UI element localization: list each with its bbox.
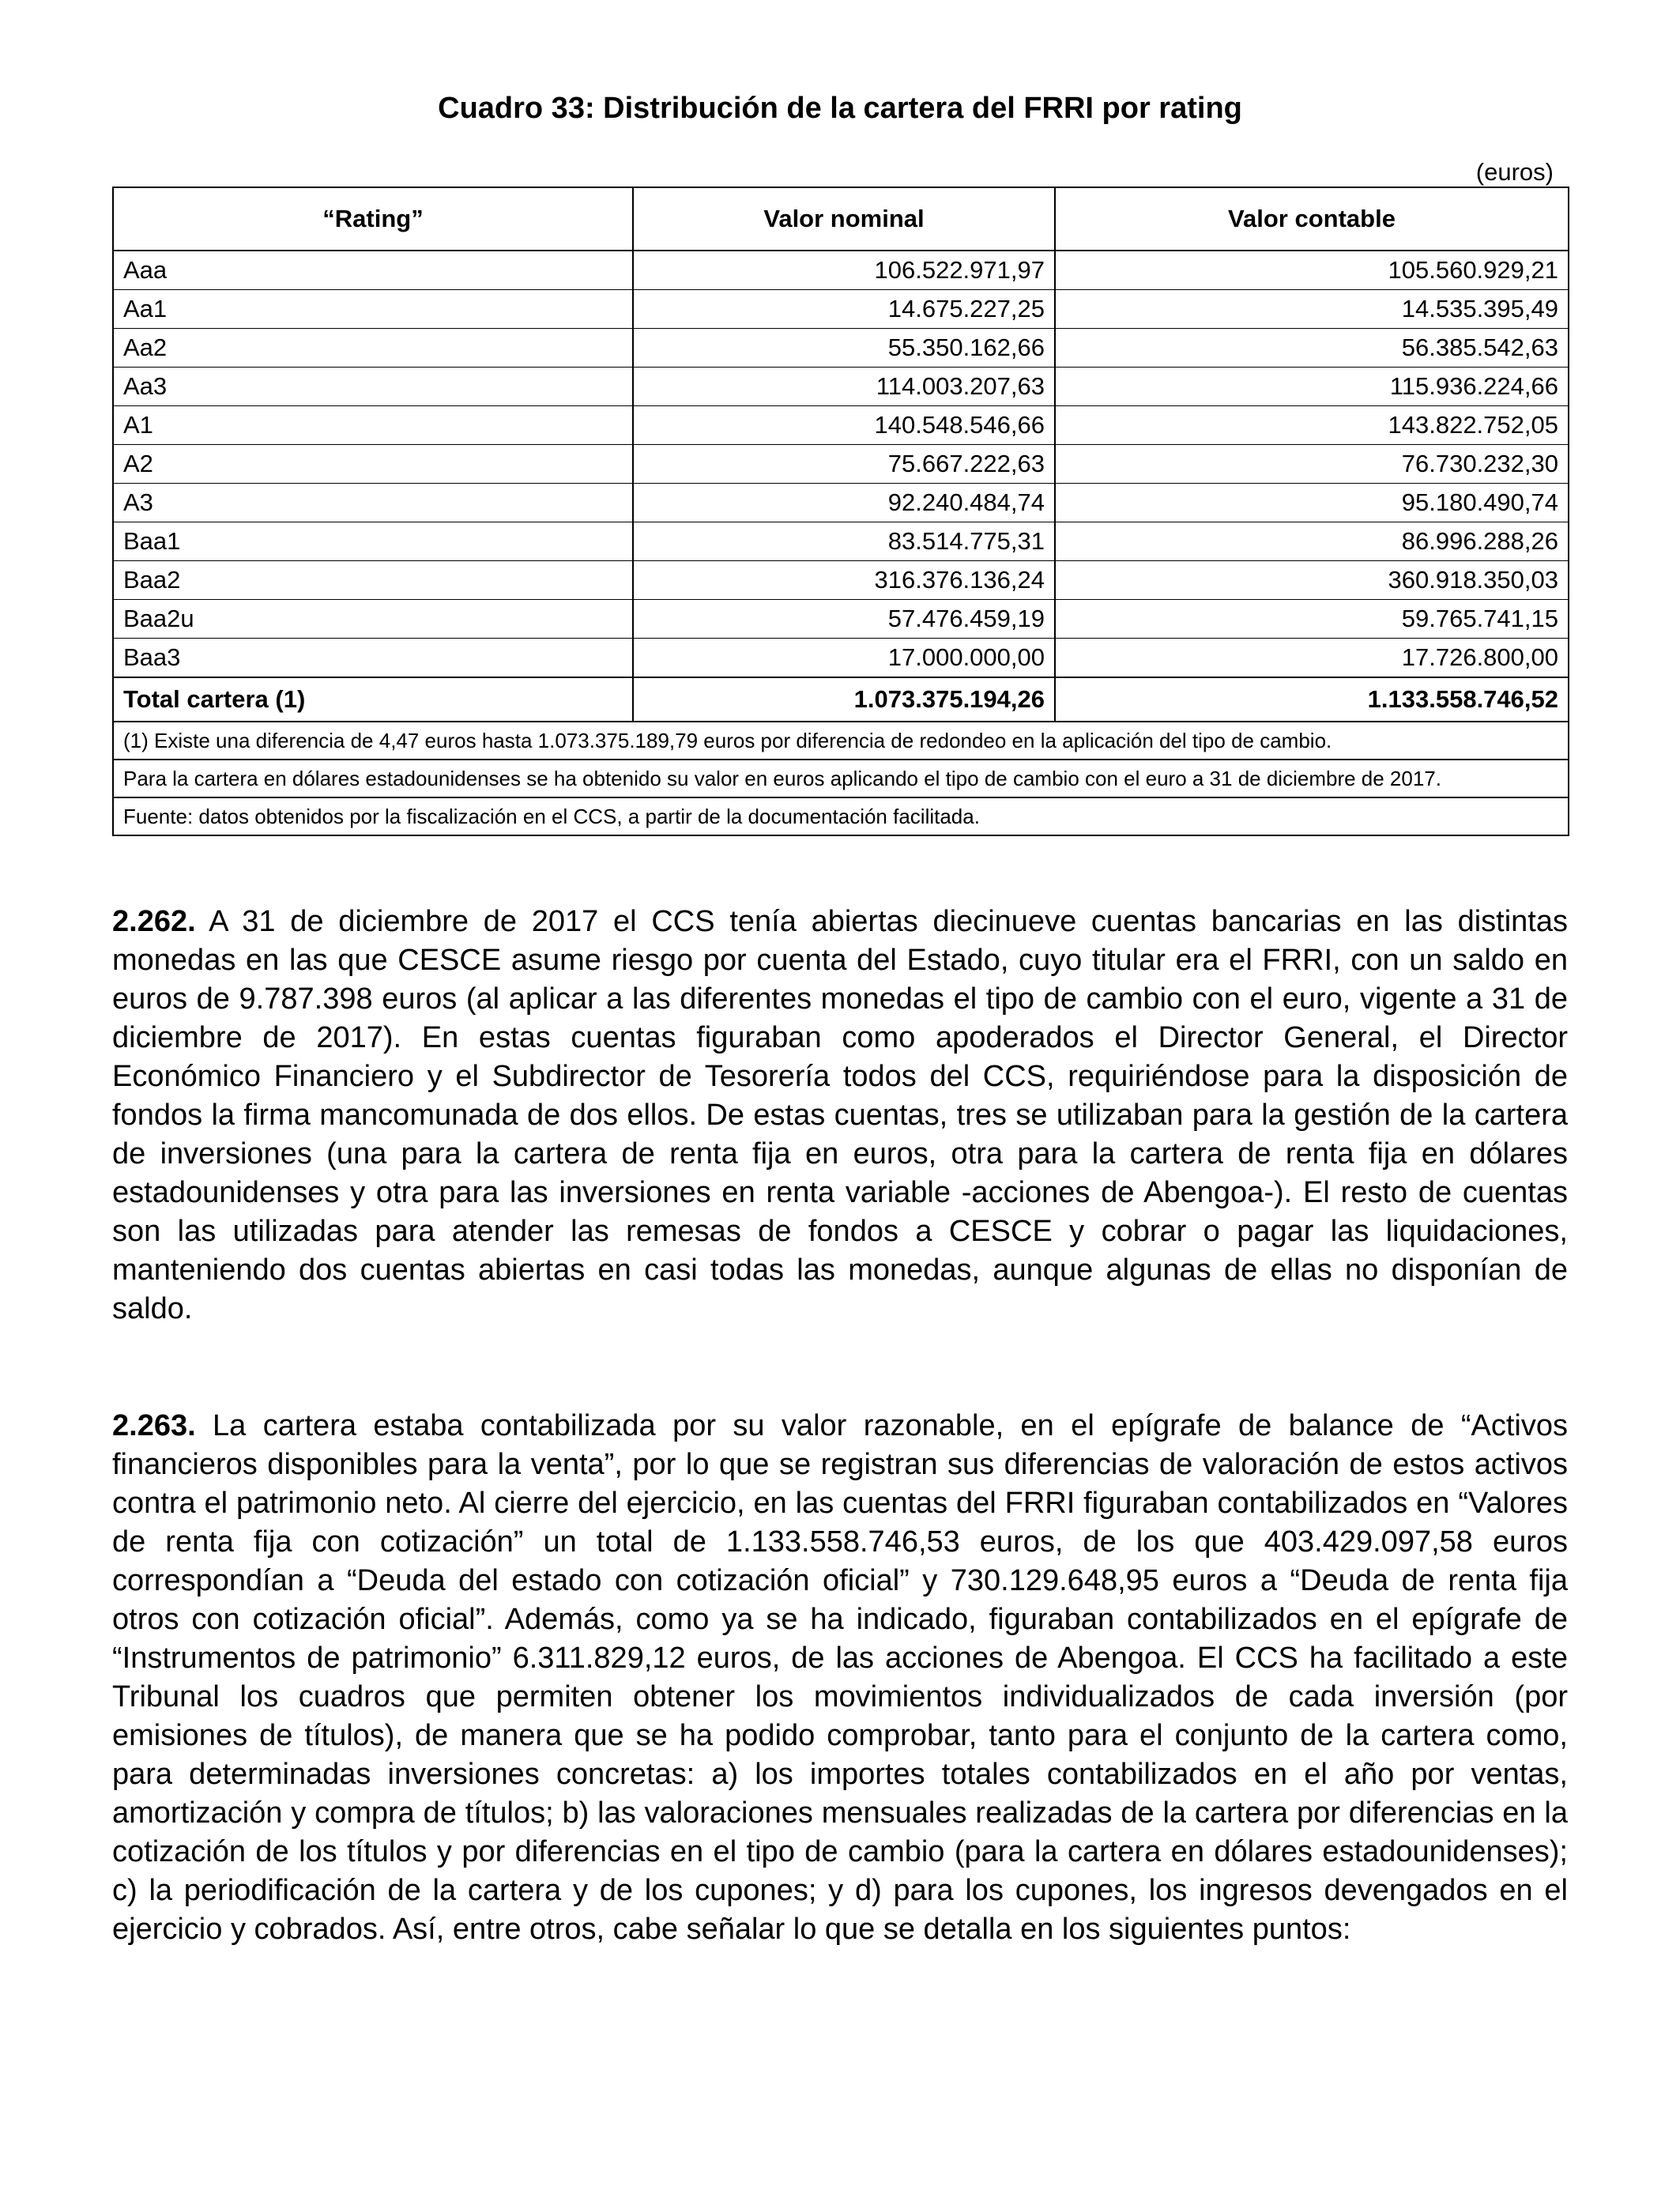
table-row: [113, 445, 1569, 484]
cell-contable: 360.918.350,03: [1055, 561, 1569, 600]
cell-nominal: 106.522.971,97: [633, 251, 1055, 290]
table-note-row: [113, 760, 1569, 797]
table-note-exchange: Para la cartera en dólares estadounidenses se ha obtenido su valor en euros aplicando el tipo de cambio con el euro a 31 de diciembre de 2017.: [113, 760, 1569, 797]
cell-nominal: 14.675.227,25: [633, 290, 1055, 329]
table-note-rounding: (1) Existe una diferencia de 4,47 euros hasta 1.073.375.189,79 euros por diferencia de redondeo en la aplicación del tipo de cambio.: [113, 722, 1569, 760]
total-nominal: 1.073.375.194,26: [633, 677, 1055, 722]
cell-contable: 95.180.490,74: [1055, 484, 1569, 522]
cell-nominal: 92.240.484,74: [633, 484, 1055, 522]
cell-nominal: 83.514.775,31: [633, 522, 1055, 561]
cell-contable: 105.560.929,21: [1055, 251, 1569, 290]
cell-rating: Aa1: [113, 290, 633, 329]
cell-rating: Baa1: [113, 522, 633, 561]
cell-rating: Aa3: [113, 368, 633, 406]
cell-nominal: 75.667.222,63: [633, 445, 1055, 484]
table-units: (euros): [1475, 158, 1554, 186]
cell-rating: A3: [113, 484, 633, 522]
cell-contable: 86.996.288,26: [1055, 522, 1569, 561]
paragraph-text: La cartera estaba contabilizada por su valor razonable, en el epígrafe de balance de “Activos financieros disponibles para la venta”, por lo que se registran sus diferencias de valoración de estos activos contra el patrimonio neto. Al cierre del ejercicio, en las cuentas del FRRI figuraban contabilizados en “Valores de renta fija con cotización” un total de 1.133.558.746,53 euros, de los que 403.429.097,58 euros correspondían a “Deuda del estado con cotización oficial” y 730.129.648,95 euros a “Deuda de renta fija otros con cotización oficial”. Además, como ya se ha indicado, figuraban contabilizados en el epígrafe de “Instrumentos de patrimonio” 6.311.829,12 euros, de las acciones de Abengoa. El CCS ha facilitado a este Tribunal los cuadros que permiten obtener los movimientos individualizados de cada inversión (por emisiones de títulos), de manera que se ha podido comprobar, tanto para el conjunto de la cartera como, para determinadas inversiones concretas: a) los importes totales contabilizados en el año por ventas, amortización y compra de títulos; b) las valoraciones mensuales realizadas de la cartera por diferencias en la cotización de los títulos y por diferencias en el tipo de cambio (para la cartera en dólares estadounidenses); c) la periodificación de la cartera y de los cupones; y d) para los cupones, los ingresos devengados en el ejercicio y cobrados. Así, entre otros, cabe señalar lo que se detalla en los siguientes puntos:: [112, 1409, 1568, 1946]
header-valor-contable: Valor contable: [1055, 187, 1569, 251]
cell-nominal: 316.376.136,24: [633, 561, 1055, 600]
cell-rating: A2: [113, 445, 633, 484]
table-row: [113, 561, 1569, 600]
cell-contable: 56.385.542,63: [1055, 329, 1569, 368]
total-label: Total cartera (1): [113, 677, 633, 722]
table-row: [113, 368, 1569, 406]
header-rating: “Rating”: [113, 187, 633, 251]
paragraph-2262: [112, 903, 1568, 1329]
table-header-row: [113, 187, 1569, 251]
table-row: [113, 329, 1569, 368]
table-row: [113, 600, 1569, 639]
cell-rating: Aaa: [113, 251, 633, 290]
cell-nominal: 140.548.546,66: [633, 406, 1055, 445]
cell-rating: Baa3: [113, 639, 633, 678]
table-total-row: [113, 677, 1569, 722]
table-row: [113, 290, 1569, 329]
cell-rating: Aa2: [113, 329, 633, 368]
cell-contable: 115.936.224,66: [1055, 368, 1569, 406]
table-title: Cuadro 33: Distribución de la cartera del FRRI por rating: [438, 92, 1242, 125]
paragraph-number: 2.263.: [112, 1409, 196, 1442]
paragraph-number: 2.262.: [112, 905, 196, 938]
table-row: [113, 251, 1569, 290]
total-contable: 1.133.558.746,52: [1055, 677, 1569, 722]
cell-nominal: 57.476.459,19: [633, 600, 1055, 639]
cell-contable: 76.730.232,30: [1055, 445, 1569, 484]
cell-nominal: 17.000.000,00: [633, 639, 1055, 678]
cell-rating: A1: [113, 406, 633, 445]
paragraph-text: A 31 de diciembre de 2017 el CCS tenía abiertas diecinueve cuentas bancarias en las distintas monedas en las que CESCE asume riesgo por cuenta del Estado, cuyo titular era el FRRI, con un saldo en euros de 9.787.398 euros (al aplicar a las diferentes monedas el tipo de cambio con el euro, vigente a 31 de diciembre de 2017). En estas cuentas figuraban como apoderados el Director General, el Director Económico Financiero y el Subdirector de Tesorería todos del CCS, requiriéndose para la disposición de fondos la firma mancomunada de dos ellos. De estas cuentas, tres se utilizaban para la gestión de la cartera de inversiones (una para la cartera de renta fija en euros, otra para la cartera de renta fija en dólares estadounidenses y otra para las inversiones en renta variable -acciones de Abengoa-). El resto de cuentas son las utilizadas para atender las remesas de fondos a CESCE y cobrar o pagar las liquidaciones, manteniendo dos cuentas abiertas en casi todas las monedas, aunque algunas de ellas no disponían de saldo.: [112, 905, 1568, 1325]
cell-nominal: 114.003.207,63: [633, 368, 1055, 406]
cell-rating: Baa2u: [113, 600, 633, 639]
cell-contable: 17.726.800,00: [1055, 639, 1569, 678]
table-note-row: [113, 797, 1569, 835]
table-row: [113, 484, 1569, 522]
cell-contable: 14.535.395,49: [1055, 290, 1569, 329]
table-note-row: [113, 722, 1569, 760]
cell-rating: Baa2: [113, 561, 633, 600]
paragraph-2263: [112, 1407, 1568, 1949]
cell-contable: 143.822.752,05: [1055, 406, 1569, 445]
cell-nominal: 55.350.162,66: [633, 329, 1055, 368]
cell-contable: 59.765.741,15: [1055, 600, 1569, 639]
header-valor-nominal: Valor nominal: [633, 187, 1055, 251]
rating-table: [112, 187, 1569, 836]
table-row: [113, 522, 1569, 561]
table-row: [113, 639, 1569, 678]
table-row: [113, 406, 1569, 445]
table-note-source: Fuente: datos obtenidos por la fiscalización en el CCS, a partir de la documentación facilitada.: [113, 797, 1569, 835]
